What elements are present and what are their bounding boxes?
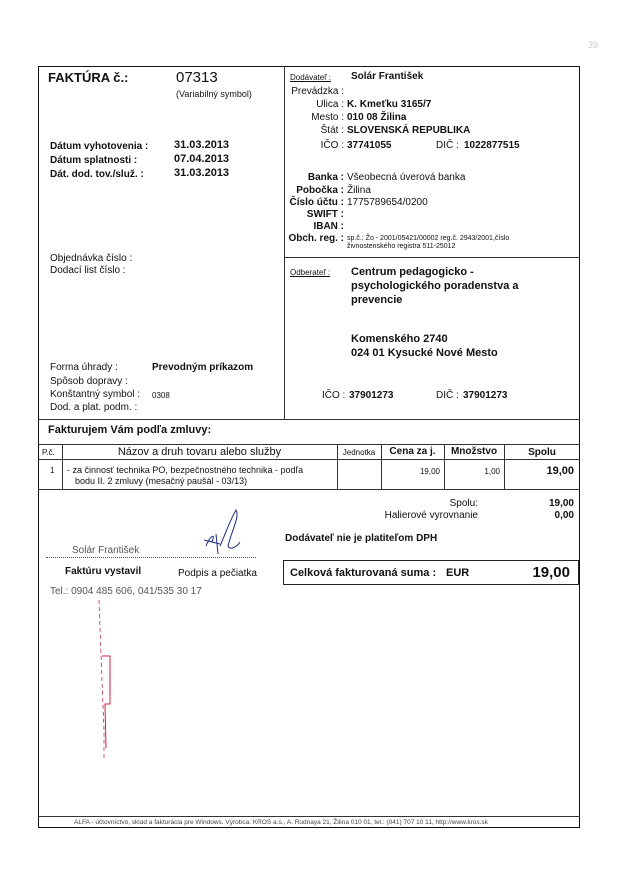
customer-top-line <box>284 257 580 258</box>
invoice-title: FAKTÚRA č.: <box>48 70 129 85</box>
branch-label: Pobočka : <box>296 185 344 196</box>
rounding-label: Halierové vyrovnanie <box>384 510 478 521</box>
vat-note: Dodávateľ nie je platiteľom DPH <box>285 533 438 544</box>
delivery-note-label: Dodací list číslo : <box>50 265 126 276</box>
supplier-label: Dodávateľ : <box>290 73 332 82</box>
customer-name-3: prevencie <box>351 294 403 306</box>
issued-by-label: Faktúru vystavil <box>65 566 142 577</box>
establishment-label: Prevádzka : <box>291 86 344 97</box>
items-header-top <box>38 444 580 445</box>
country-label: Štát : <box>320 125 344 136</box>
payment-form-label: Forma úhrady : <box>50 362 118 373</box>
register-line-2: živnostenského registra 511-25012 <box>347 243 456 250</box>
issue-date: 31.03.2013 <box>174 139 230 151</box>
sum-value: 19,00 <box>548 498 574 509</box>
street-label: Ulica : <box>316 99 344 110</box>
phone-line: Tel.: 0904 485 606, 041/535 30 17 <box>50 586 202 597</box>
city-label: Mesto : <box>311 112 344 123</box>
account-label: Číslo účtu : <box>289 197 344 208</box>
row-pc: 1 <box>50 466 55 475</box>
col-header-name: Názov a druh tovaru alebo služby <box>117 446 282 458</box>
sum-label: Spolu: <box>449 498 478 509</box>
order-number-label: Objednávka číslo : <box>50 253 133 264</box>
customer-dic: 37901273 <box>463 390 508 401</box>
items-heading: Fakturujem Vám podľa zmluvy: <box>48 424 212 436</box>
items-header-bottom <box>38 459 580 460</box>
supplier-ico-label: IČO : <box>320 140 344 151</box>
supplier-dic-label: DIČ : <box>436 140 459 151</box>
payment-form: Prevodným príkazom <box>152 362 254 373</box>
supplier-street: K. Kmeťku 3165/7 <box>347 99 432 110</box>
due-date: 07.04.2013 <box>174 153 230 165</box>
payment-terms-label: Dod. a plat. podm. : <box>50 402 138 413</box>
constant-symbol: 0308 <box>152 391 170 400</box>
customer-ico-label: IČO : <box>322 390 346 401</box>
col-header-price: Cena za j. <box>389 446 436 457</box>
pen-mark <box>96 600 116 770</box>
signature-dotted-line <box>46 557 256 558</box>
customer-dic-label: DIČ : <box>436 390 459 401</box>
row-name-line-2: bodu II. 2 zmluvy (mesačný paušál - 03/13) <box>75 476 248 486</box>
grand-total-label: Celková fakturovaná suma : <box>290 567 437 579</box>
customer-name-1: Centrum pedagogicko - <box>351 266 474 278</box>
row-name-line-1: - za činnosť technika PO, bezpečnostného technika - podľa <box>67 465 304 475</box>
supplier-dic: 1022877515 <box>464 140 520 151</box>
row-price: 19,00 <box>419 467 440 476</box>
account-number: 1775789654/0200 <box>347 197 428 208</box>
grand-total-currency: EUR <box>446 567 470 579</box>
footer-text: ALFA - účtovníctvo, sklad a fakturácia pre Windows. Výrobca: KROS a.s., A. Rudnaya 21, Žilina 010 01, tel.: (041) 707 10 11, http://www.kros.sk <box>74 819 488 826</box>
customer-street: Komenského 2740 <box>351 333 448 345</box>
signer-name: Solár František <box>72 545 140 556</box>
bank-label: Banka : <box>307 172 344 183</box>
variable-symbol-label: (Variabilný symbol) <box>176 89 252 99</box>
customer-ico: 37901273 <box>349 390 394 401</box>
delivery-date-label: Dát. dod. tov./služ. : <box>50 169 144 180</box>
supplier-name: Solár František <box>351 71 424 82</box>
branch-name: Žilina <box>347 185 371 196</box>
supplier-ico: 37741055 <box>347 140 392 151</box>
customer-label: Odberateľ : <box>290 268 331 277</box>
row-total: 19,00 <box>546 465 574 477</box>
due-date-label: Dátum splatnosti : <box>50 155 138 166</box>
footer-line <box>38 816 580 817</box>
col-header-unit: Jednotka <box>342 448 376 457</box>
rounding-value: 0,00 <box>554 510 574 521</box>
handwritten-signature <box>196 506 244 560</box>
items-bottom <box>38 489 580 490</box>
page-number: 39 <box>588 40 599 50</box>
sign-stamp-label: Podpis a pečiatka <box>178 568 257 579</box>
invoice-number: 07313 <box>176 69 218 86</box>
supplier-country: SLOVENSKÁ REPUBLIKA <box>347 125 471 136</box>
delivery-date: 31.03.2013 <box>174 167 230 179</box>
transport-label: Spôsob dopravy : <box>50 376 128 387</box>
register-label: Obch. reg. : <box>288 233 344 244</box>
supplier-city: 010 08 Žilina <box>347 112 407 123</box>
customer-name-2: psychologického poradenstva a <box>351 280 519 292</box>
items-top-line <box>38 419 580 420</box>
iban-label: IBAN : <box>313 221 344 232</box>
customer-city: 024 01 Kysucké Nové Mesto <box>351 347 498 359</box>
bank-name: Všeobecná úverová banka <box>347 172 466 183</box>
swift-label: SWIFT : <box>306 209 344 220</box>
register-line-1: sp.č.: Žo - 2001/05421/00002 reg.č. 2943/2001,číslo <box>347 235 510 242</box>
col-header-pc: P.č. <box>42 448 55 457</box>
constant-symbol-label: Konštantný symbol : <box>50 389 141 400</box>
row-qty: 1,00 <box>484 467 500 476</box>
issue-date-label: Dátum vyhotovenia : <box>50 141 149 152</box>
grand-total-value: 19,00 <box>532 564 570 581</box>
col-header-total: Spolu <box>528 447 556 458</box>
col-header-qty: Množstvo <box>450 446 498 457</box>
